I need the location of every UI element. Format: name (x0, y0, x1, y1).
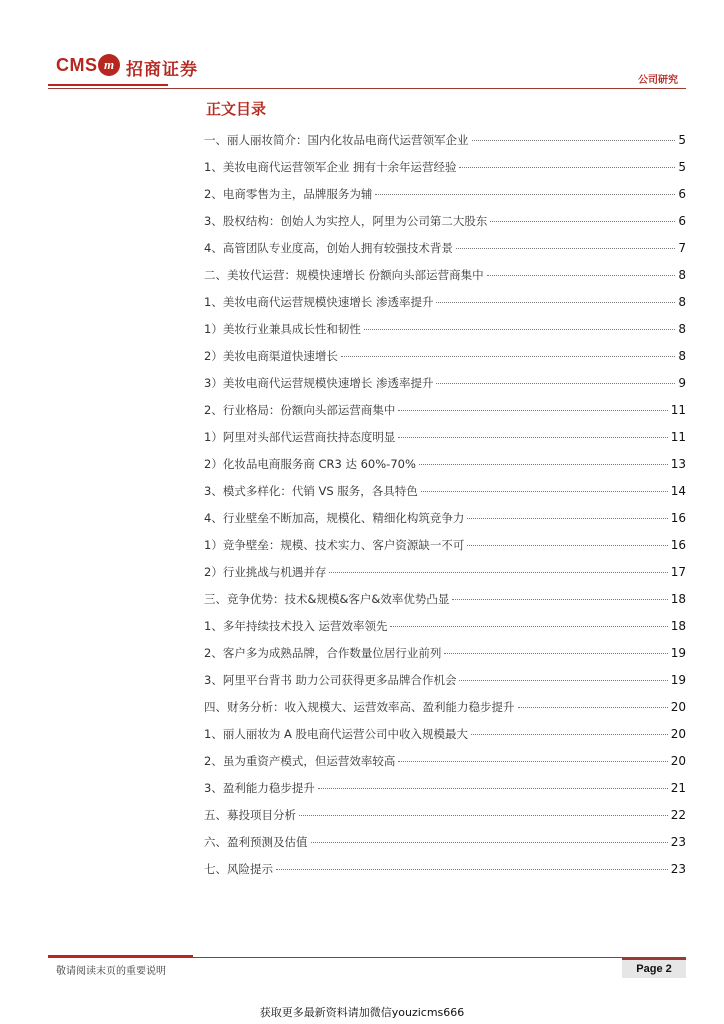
toc-entry-label: 1）美妆行业兼具成长性和韧性 (204, 322, 361, 336)
toc-dot-leader (487, 275, 676, 276)
toc-dot-leader (375, 194, 675, 195)
toc-entry-page: 5 (678, 133, 686, 147)
toc-entry[interactable] (204, 807, 686, 834)
toc-entry[interactable] (204, 699, 686, 726)
footer-divider (48, 957, 686, 958)
toc-entry-label: 一、丽人丽妆简介：国内化妆品电商代运营领军企业 (204, 133, 469, 147)
toc-entry-label: 4、高管团队专业度高，创始人拥有较强技术背景 (204, 241, 453, 255)
toc-entry-page: 8 (678, 295, 686, 309)
toc-entry-page: 11 (670, 403, 686, 417)
toc-entry-label: 3、盈利能力稳步提升 (204, 781, 315, 795)
toc-entry-page: 14 (670, 484, 686, 498)
toc-dot-leader (456, 248, 676, 249)
toc-entry[interactable] (204, 537, 686, 564)
toc-entry-page: 6 (678, 187, 686, 201)
table-of-contents (204, 132, 686, 888)
toc-entry-label: 2、行业格局：份额向头部运营商集中 (204, 403, 396, 417)
toc-entry-label: 2、电商零售为主，品牌服务为辅 (204, 187, 373, 201)
toc-entry-label: 二、美妆代运营：规模快速增长 份额向头部运营商集中 (204, 268, 484, 282)
toc-entry-label: 2）化妆品电商服务商 CR3 达 60%-70% (204, 457, 416, 471)
header-accent-bar (48, 84, 168, 86)
page-number-badge: Page 2 (622, 958, 686, 978)
toc-dot-leader (471, 734, 668, 735)
toc-entry[interactable] (204, 672, 686, 699)
toc-entry-label: 4、行业壁垒不断加高，规模化、精细化构筑竞争力 (204, 511, 465, 525)
company-name-logo: 招商证券 (126, 60, 198, 80)
toc-entry-page: 8 (678, 322, 686, 336)
toc-entry-page: 5 (678, 160, 686, 174)
toc-dot-leader (390, 626, 667, 627)
toc-dot-leader (459, 680, 667, 681)
toc-dot-leader (398, 410, 667, 411)
toc-dot-leader (329, 572, 667, 573)
toc-entry[interactable] (204, 753, 686, 780)
toc-entry-page: 23 (670, 835, 686, 849)
toc-dot-leader (421, 491, 668, 492)
toc-entry[interactable] (204, 618, 686, 645)
toc-dot-leader (318, 788, 668, 789)
toc-entry-page: 22 (670, 808, 686, 822)
toc-entry-page: 17 (670, 565, 686, 579)
toc-dot-leader (459, 167, 675, 168)
toc-entry-label: 1、美妆电商代运营规模快速增长 渗透率提升 (204, 295, 434, 309)
toc-dot-leader (518, 707, 668, 708)
toc-entry-page: 20 (670, 700, 686, 714)
cms-logo-text: CMS (56, 55, 98, 75)
toc-entry-label: 2、客户多为成熟品牌，合作数量位居行业前列 (204, 646, 442, 660)
toc-entry-label: 3、阿里平台背书 助力公司获得更多品牌合作机会 (204, 673, 457, 687)
toc-entry-label: 1、丽人丽妆为 A 股电商代运营公司中收入规模最大 (204, 727, 468, 741)
toc-entry-page: 18 (670, 592, 686, 606)
toc-entry-page: 6 (678, 214, 686, 228)
toc-entry-label: 六、盈利预测及估值 (204, 835, 308, 849)
toc-entry[interactable] (204, 861, 686, 888)
toc-dot-leader (364, 329, 676, 330)
toc-entry-label: 3、股权结构：创始人为实控人，阿里为公司第二大股东 (204, 214, 488, 228)
toc-entry[interactable] (204, 591, 686, 618)
toc-entry-page: 16 (670, 538, 686, 552)
toc-entry[interactable] (204, 294, 686, 321)
toc-entry[interactable] (204, 429, 686, 456)
toc-entry-page: 16 (670, 511, 686, 525)
toc-entry-label: 四、财务分析：收入规模大、运营效率高、盈利能力稳步提升 (204, 700, 515, 714)
toc-entry-page: 20 (670, 754, 686, 768)
toc-entry[interactable] (204, 780, 686, 807)
toc-entry[interactable] (204, 402, 686, 429)
toc-dot-leader (398, 437, 667, 438)
toc-dot-leader (436, 383, 675, 384)
toc-dot-leader (341, 356, 676, 357)
toc-entry-label: 1）阿里对头部代运营商扶持态度明显 (204, 430, 396, 444)
toc-entry[interactable] (204, 348, 686, 375)
toc-entry-page: 11 (670, 430, 686, 444)
toc-dot-leader (299, 815, 668, 816)
toc-entry-page: 19 (670, 673, 686, 687)
toc-entry[interactable] (204, 564, 686, 591)
toc-entry[interactable] (204, 834, 686, 861)
toc-title: 正文目录 (206, 100, 267, 118)
toc-dot-leader (467, 545, 667, 546)
toc-entry-page: 7 (678, 241, 686, 255)
toc-dot-leader (398, 761, 667, 762)
toc-entry-label: 2）行业挑战与机遇并存 (204, 565, 327, 579)
toc-entry-label: 2、虽为重资产模式，但运营效率较高 (204, 754, 396, 768)
toc-entry-label: 七、风险提示 (204, 862, 273, 876)
toc-dot-leader (467, 518, 667, 519)
toc-dot-leader (472, 140, 676, 141)
toc-entry-page: 21 (670, 781, 686, 795)
toc-dot-leader (276, 869, 668, 870)
toc-dot-leader (311, 842, 668, 843)
toc-entry[interactable] (204, 240, 686, 267)
toc-entry[interactable] (204, 510, 686, 537)
toc-entry[interactable] (204, 213, 686, 240)
toc-entry[interactable] (204, 483, 686, 510)
toc-entry-page: 8 (678, 268, 686, 282)
toc-dot-leader (452, 599, 667, 600)
toc-entry-label: 2）美妆电商渠道快速增长 (204, 349, 338, 363)
toc-dot-leader (436, 302, 675, 303)
toc-entry-label: 1、美妆电商代运营领军企业 拥有十余年运营经验 (204, 160, 457, 174)
toc-entry-page: 23 (670, 862, 686, 876)
disclaimer-note: 敬请阅读末页的重要说明 (56, 966, 166, 977)
toc-entry[interactable] (204, 132, 686, 159)
watermark-text: 获取更多最新资料请加微信youzicms666 (259, 1006, 465, 1019)
section-label: 公司研究 (638, 75, 678, 86)
toc-entry-page: 20 (670, 727, 686, 741)
toc-entry[interactable] (204, 726, 686, 753)
toc-entry-page: 18 (670, 619, 686, 633)
toc-dot-leader (490, 221, 675, 222)
toc-entry-page: 8 (678, 349, 686, 363)
toc-dot-leader (444, 653, 667, 654)
toc-entry[interactable] (204, 267, 686, 294)
toc-entry-page: 13 (670, 457, 686, 471)
toc-entry-label: 五、募投项目分析 (204, 808, 296, 822)
toc-entry[interactable] (204, 645, 686, 672)
toc-entry-label: 3、模式多样化：代销 VS 服务，各具特色 (204, 484, 418, 498)
toc-entry-label: 1）竞争壁垒：规模、技术实力、客户资源缺一不可 (204, 538, 465, 552)
page-header (0, 0, 724, 100)
toc-entry[interactable] (204, 159, 686, 186)
toc-entry-page: 9 (678, 376, 686, 390)
toc-entry-label: 3）美妆电商代运营规模快速增长 渗透率提升 (204, 376, 434, 390)
header-divider (48, 88, 686, 89)
toc-entry[interactable] (204, 375, 686, 402)
toc-entry[interactable] (204, 186, 686, 213)
toc-entry[interactable] (204, 321, 686, 348)
toc-entry-label: 三、竞争优势：技术&规模&客户&效率优势凸显 (204, 592, 450, 606)
cms-logo-mark-icon: m (98, 54, 120, 76)
toc-entry-label: 1、多年持续技术投入 运营效率领先 (204, 619, 388, 633)
toc-dot-leader (419, 464, 668, 465)
toc-entry-page: 19 (670, 646, 686, 660)
toc-entry[interactable] (204, 456, 686, 483)
